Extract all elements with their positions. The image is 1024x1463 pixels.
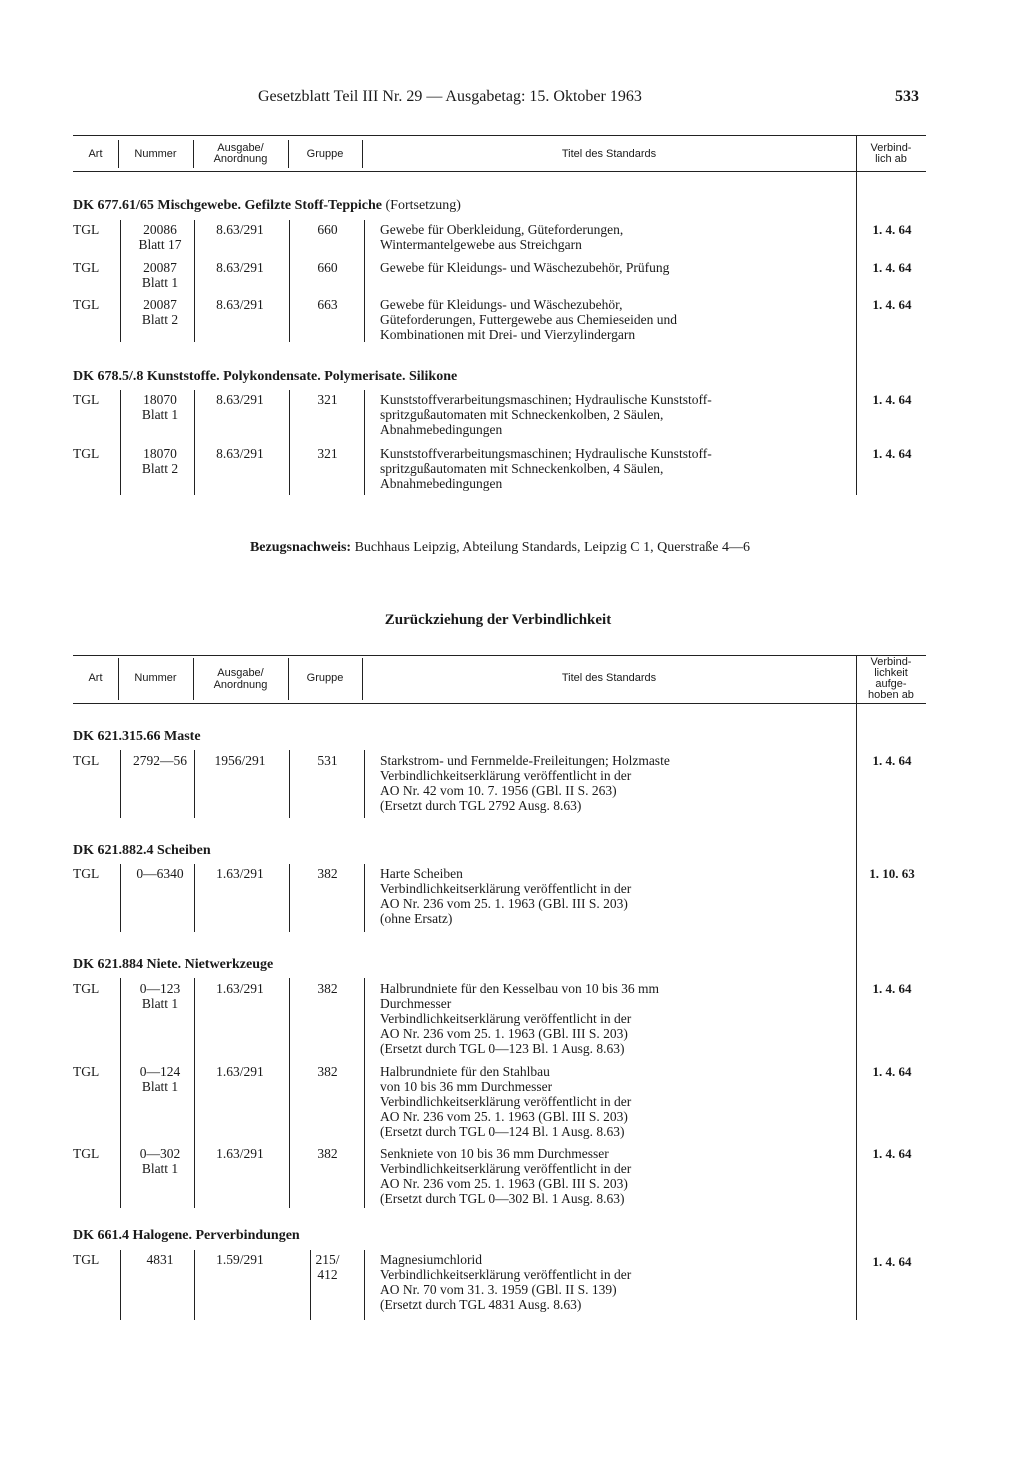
cell-ausgabe: 8.63/291 — [216, 392, 264, 407]
cell-date: 1. 4. 64 — [872, 222, 912, 237]
cell-nummer: 2792—56 — [133, 753, 187, 768]
cell-art: TGL — [73, 446, 100, 461]
cell-title-line: Senkniete von 10 bis 36 mm Durchmesser — [380, 1146, 609, 1161]
cell-blatt: Blatt 1 — [141, 407, 179, 422]
cell-title-line: Verbindlichkeitserklärung veröffentlicht in der — [380, 881, 632, 896]
cell-art: TGL — [73, 392, 100, 407]
cell-date: 1. 4. 64 — [872, 260, 912, 275]
cell-art: TGL — [73, 1064, 100, 1079]
cell-nummer: 20087 — [143, 260, 177, 275]
cell-gruppe: 382 — [317, 1146, 338, 1161]
cell-nummer: 18070 — [143, 392, 177, 407]
cell-art: TGL — [73, 866, 100, 881]
cell-gruppe: 660 — [317, 260, 338, 275]
col-art: Art — [88, 148, 103, 160]
col-art: Art — [88, 672, 103, 684]
cell-date: 1. 10. 63 — [869, 866, 915, 881]
cell-gruppe: 663 — [317, 297, 338, 312]
col-titel: Titel des Standards — [561, 672, 657, 684]
cell-ausgabe: 1.63/291 — [216, 1064, 264, 1079]
cell-nummer: 20087 — [143, 297, 177, 312]
table1-top-rule — [73, 135, 926, 136]
section-title: Zurückziehung der Verbindlichkeit — [384, 612, 612, 628]
cell-title-line: Harte Scheiben — [380, 866, 463, 881]
cell-title-line: Verbindlichkeitserklärung veröffentlicht in der — [380, 1161, 632, 1176]
cell-title-line: Halbrundniete für den Stahlbau — [380, 1064, 550, 1079]
cell-date: 1. 4. 64 — [872, 1146, 912, 1161]
cell-title-line: Verbindlichkeitserklärung veröffentlicht in der — [380, 1094, 632, 1109]
cell-gruppe: 321 — [317, 392, 338, 407]
cell-art: TGL — [73, 1146, 100, 1161]
cell-title-line: Wintermantelgewebe aus Streichgarn — [380, 237, 582, 252]
cell-title-line: Magnesiumchlorid — [380, 1252, 482, 1267]
cell-title-line: Gewebe für Kleidungs- und Wäschezubehör, — [380, 297, 623, 312]
cell-date: 1. 4. 64 — [872, 1254, 912, 1269]
cell-ausgabe: 8.63/291 — [216, 446, 264, 461]
cell-art: TGL — [73, 260, 100, 275]
cell-ausgabe: 8.63/291 — [216, 260, 264, 275]
col-hoben-ab: hoben ab — [868, 689, 914, 701]
cell-nummer: 20086 — [143, 222, 177, 237]
cell-title-line: (Ersetzt durch TGL 4831 Ausg. 8.63) — [380, 1297, 582, 1312]
cell-gruppe: 321 — [317, 446, 338, 461]
col-lichkeit: lichkeit — [874, 667, 908, 679]
cell-title-line: Verbindlichkeitserklärung veröffentlicht in der — [380, 1267, 632, 1282]
section-heading: DK 621.315.66 Maste — [73, 729, 201, 744]
cell-blatt: Blatt 1 — [141, 1079, 179, 1094]
table2-header-rule — [73, 703, 926, 704]
col-ausgabe: Ausgabe/ — [217, 142, 264, 154]
bezug-text: Buchhaus Leipzig, Abteilung Standards, Leipzig C 1, Querstraße 4—6 — [354, 540, 751, 555]
cell-title-line: Kombinationen mit Drei- und Vierzylindergarn — [380, 327, 636, 342]
cell-nummer: 4831 — [146, 1252, 174, 1267]
cell-art: TGL — [73, 297, 100, 312]
cell-title-line: Durchmesser — [380, 996, 452, 1011]
cell-gruppe: 382 — [317, 866, 338, 881]
cell-nummer: 0—124 — [139, 1064, 181, 1079]
cell-title-line: Gewebe für Kleidungs- und Wäschezubehör, Prüfung — [380, 260, 670, 275]
cell-gruppe: 531 — [317, 753, 338, 768]
cell-ausgabe: 8.63/291 — [216, 222, 264, 237]
cell-title-line: AO Nr. 236 vom 25. 1. 1963 (GBl. III S. 203) — [380, 1176, 628, 1191]
col-verbindlich: Verbind- — [870, 656, 912, 668]
cell-title-line: Gewebe für Oberkleidung, Güteforderungen, — [380, 222, 624, 237]
cell-title-line: Halbrundniete für den Kesselbau von 10 bis 36 mm — [380, 981, 659, 996]
cell-title-line: Abnahmebedingungen — [380, 422, 503, 437]
col-anordnung: Anordnung — [213, 679, 268, 691]
cell-title-line: Kunststoffverarbeitungsmaschinen; Hydraulische Kunststoff- — [380, 392, 712, 407]
cell-date: 1. 4. 64 — [872, 981, 912, 996]
cell-gruppe: 382 — [317, 1064, 338, 1079]
col-titel: Titel des Standards — [561, 148, 657, 160]
section-heading: DK 621.882.4 Scheiben — [73, 843, 211, 858]
cell-title-line: (Ersetzt durch TGL 0—124 Bl. 1 Ausg. 8.63) — [380, 1124, 625, 1139]
cell-art: TGL — [73, 981, 100, 996]
cell-title-line: (Ersetzt durch TGL 0—302 Bl. 1 Ausg. 8.63) — [380, 1191, 625, 1206]
section-heading: DK 678.5/.8 Kunststoffe. Polykondensate. Polymerisate. Silikone — [73, 369, 458, 384]
cell-date: 1. 4. 64 — [872, 1064, 912, 1079]
cell-title-line: Verbindlichkeitserklärung veröffentlicht in der — [380, 768, 632, 783]
cell-title-line: AO Nr. 236 vom 25. 1. 1963 (GBl. III S. 203) — [380, 1026, 628, 1041]
cell-ausgabe: 1956/291 — [214, 753, 266, 768]
cell-ausgabe: 1.59/291 — [216, 1252, 264, 1267]
col-verbindlich: Verbind- — [870, 142, 912, 154]
cell-blatt: Blatt 2 — [141, 312, 179, 327]
cell-title-line: Starkstrom- und Fernmelde-Freileitungen; Holzmaste — [380, 753, 670, 768]
table2-top-rule — [73, 655, 926, 656]
cell-blatt: Blatt 1 — [141, 275, 179, 290]
cell-date: 1. 4. 64 — [872, 392, 912, 407]
cell-nummer: 0—6340 — [136, 866, 184, 881]
cell-title-line: AO Nr. 42 vom 10. 7. 1956 (GBl. II S. 263) — [380, 783, 617, 798]
cell-title-line: Abnahmebedingungen — [380, 476, 503, 491]
running-head — [0, 88, 1024, 110]
page-number: 533 — [895, 88, 919, 105]
cell-art: TGL — [73, 753, 100, 768]
cell-title-line: spritzgußautomaten mit Schneckenkolben, 2 Säulen, — [380, 407, 664, 422]
running-title: Gesetzblatt Teil III Nr. 29 — Ausgabetag: 15. Oktober 1963 — [258, 88, 642, 105]
col-aufge: aufge- — [875, 678, 907, 690]
cell-blatt: Blatt 1 — [141, 996, 179, 1011]
cell-ausgabe: 1.63/291 — [216, 981, 264, 996]
cell-ausgabe: 1.63/291 — [216, 1146, 264, 1161]
cell-gruppe: 660 — [317, 222, 338, 237]
cell-date: 1. 4. 64 — [872, 297, 912, 312]
col-lich-ab: lich ab — [875, 153, 907, 165]
cell-title-line: Kunststoffverarbeitungsmaschinen; Hydraulische Kunststoff- — [380, 446, 712, 461]
cell-title-line: AO Nr. 236 vom 25. 1. 1963 (GBl. III S. 203) — [380, 1109, 628, 1124]
cell-nummer: 0—123 — [139, 981, 181, 996]
section-heading: DK 677.61/65 Mischgewebe. Gefilzte Stoff-Teppiche (Fortsetzung) — [73, 198, 461, 213]
cell-title-line: (Ersetzt durch TGL 2792 Ausg. 8.63) — [380, 798, 582, 813]
cell-nummer: 0—302 — [139, 1146, 181, 1161]
cell-title-line: spritzgußautomaten mit Schneckenkolben, 4 Säulen, — [380, 461, 664, 476]
cell-gruppe: 382 — [317, 981, 338, 996]
col-ausgabe: Ausgabe/ — [217, 667, 264, 679]
cell-blatt: Blatt 17 — [138, 237, 182, 252]
col-nummer: Nummer — [134, 672, 177, 684]
cell-title-line: AO Nr. 236 vom 25. 1. 1963 (GBl. III S. 203) — [380, 896, 628, 911]
cell-art: TGL — [73, 1252, 100, 1267]
cell-nummer: 18070 — [143, 446, 177, 461]
cell-date: 1. 4. 64 — [872, 753, 912, 768]
col-anordnung: Anordnung — [213, 153, 268, 165]
cell-blatt: Blatt 1 — [141, 1161, 179, 1176]
bezugsnachweis — [0, 540, 1000, 556]
cell-gruppe: 412 — [317, 1267, 338, 1282]
cell-title-line: (Ersetzt durch TGL 0—123 Bl. 1 Ausg. 8.63) — [380, 1041, 625, 1056]
cell-title-line: AO Nr. 70 vom 31. 3. 1959 (GBl. II S. 139) — [380, 1282, 617, 1297]
cell-title-line: Güteforderungen, Futtergewebe aus Chemieseiden und — [380, 312, 678, 327]
cell-title-line: Verbindlichkeitserklärung veröffentlicht in der — [380, 1011, 632, 1026]
col-nummer: Nummer — [134, 148, 177, 160]
cell-ausgabe: 1.63/291 — [216, 866, 264, 881]
col-gruppe: Gruppe — [306, 672, 344, 684]
cell-gruppe: 215/ — [315, 1252, 340, 1267]
cell-ausgabe: 8.63/291 — [216, 297, 264, 312]
table1-header-rule — [73, 171, 926, 172]
cell-blatt: Blatt 2 — [141, 461, 179, 476]
cell-title-line: (ohne Ersatz) — [380, 911, 453, 926]
cell-date: 1. 4. 64 — [872, 446, 912, 461]
bezug-label: Bezugsnachweis: — [249, 540, 352, 555]
col-gruppe: Gruppe — [306, 148, 344, 160]
cell-title-line: von 10 bis 36 mm Durchmesser — [380, 1079, 553, 1094]
section-heading: DK 621.884 Niete. Nietwerkzeuge — [73, 957, 274, 972]
section-heading: DK 661.4 Halogene. Perverbindungen — [73, 1228, 300, 1243]
cell-art: TGL — [73, 222, 100, 237]
